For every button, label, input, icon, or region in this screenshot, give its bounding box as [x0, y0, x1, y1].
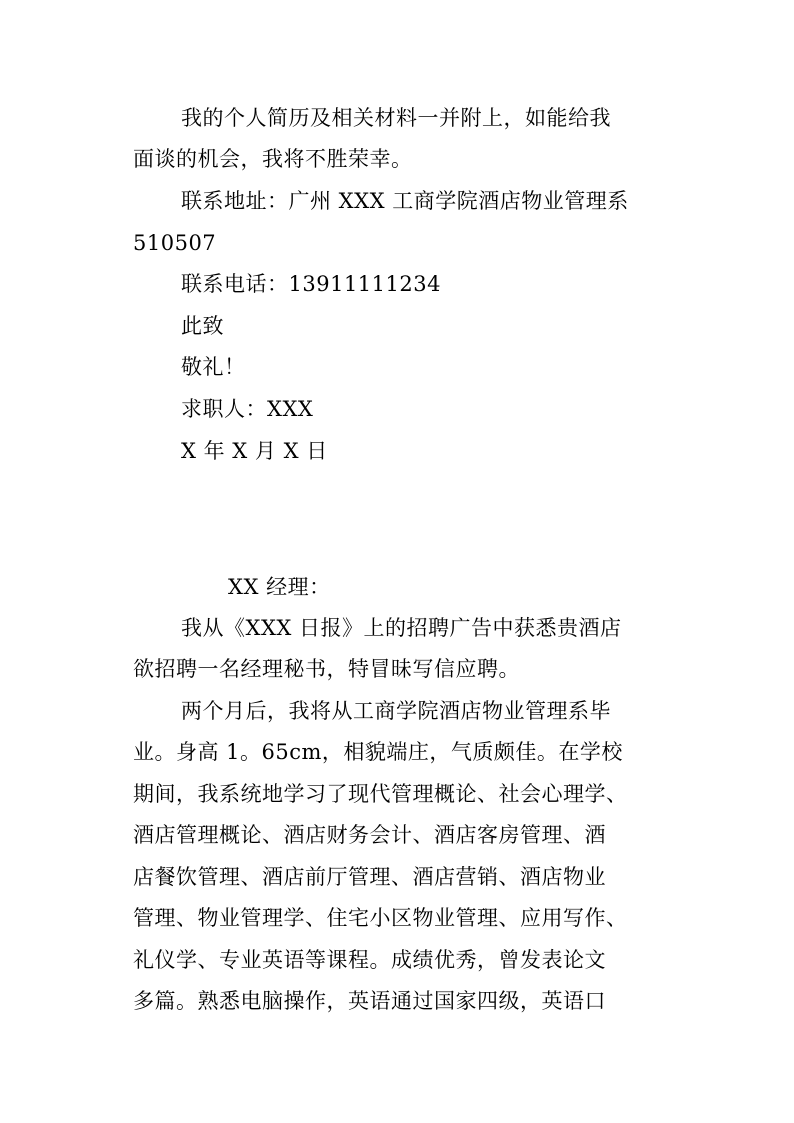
closing-phrase: 此致 — [181, 314, 224, 338]
paragraph-line: 多篇。熟悉电脑操作，英语通过国家四级，英语口 — [133, 989, 606, 1013]
contact-address: 联系地址：广州 XXX 工商学院酒店物业管理系 — [181, 189, 629, 213]
paragraph-line: 面谈的机会，我将不胜荣幸。 — [133, 147, 413, 171]
paragraph-line: 礼仪学、专业英语等课程。成绩优秀，曾发表论文 — [133, 948, 606, 972]
paragraph-line: 管理、物业管理学、住宅小区物业管理、应用写作、 — [133, 906, 628, 930]
paragraph-line: 两个月后，我将从工商学院酒店物业管理系毕 — [181, 699, 611, 723]
paragraph-line: 我的个人简历及相关材料一并附上，如能给我 — [181, 106, 611, 130]
paragraph-line: 欲招聘一名经理秘书，特冒昧写信应聘。 — [133, 657, 520, 681]
closing-salute: 敬礼！ — [181, 355, 246, 379]
paragraph-line: 我从《XXX 日报》上的招聘广告中获悉贵酒店 — [181, 616, 622, 640]
contact-phone: 联系电话：13911111234 — [181, 272, 441, 296]
signature: 求职人：XXX — [181, 397, 314, 421]
date-line: X 年 X 月 X 日 — [181, 439, 328, 463]
paragraph-line: 期间，我系统地学习了现代管理概论、社会心理学、 — [133, 782, 628, 806]
paragraph-line: 酒店管理概论、酒店财务会计、酒店客房管理、酒 — [133, 823, 606, 847]
paragraph-line: 店餐饮管理、酒店前厅管理、酒店营销、酒店物业 — [133, 865, 606, 889]
postal-code: 510507 — [133, 231, 217, 255]
paragraph-line: 业。身高 1。65cm，相貌端庄，气质颇佳。在学校 — [133, 740, 623, 764]
salutation: XX 经理： — [228, 575, 331, 599]
